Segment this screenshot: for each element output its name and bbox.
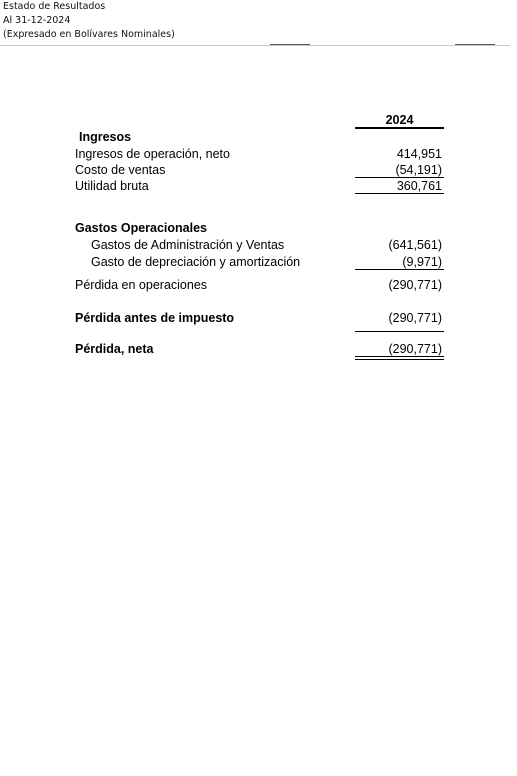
row-value: (9,971) — [402, 255, 442, 269]
report-header — [3, 0, 175, 42]
pre-tax-rule — [355, 331, 444, 332]
subtotal-value: (290,771) — [388, 278, 442, 292]
pre-tax-value: (290,771) — [388, 311, 442, 325]
subtotal-value: 360,761 — [396, 179, 442, 193]
year-column-underline — [355, 127, 444, 129]
header-divider-accent — [455, 44, 495, 45]
row-value: (641,561) — [388, 238, 442, 252]
row-value: (54,191) — [395, 163, 442, 177]
row-label: Gastos de Administración y Ventas — [91, 238, 285, 252]
report-date: Al 31-12-2024 — [3, 15, 71, 26]
report-currency-note: (Expresado en Bolívares Nominales) — [3, 29, 175, 40]
total-rule — [355, 193, 444, 194]
net-loss-double-rule — [355, 356, 444, 360]
row-label: Ingresos de operación, neto — [75, 147, 230, 161]
gastos-heading: Gastos Operacionales — [75, 221, 208, 235]
row-label: Costo de ventas — [75, 163, 166, 177]
header-divider-accent — [270, 44, 310, 45]
subtotal-rule — [355, 177, 444, 178]
net-loss-label: Pérdida, neta — [75, 342, 154, 356]
subtotal-rule — [355, 269, 444, 270]
subtotal-label: Utilidad bruta — [75, 179, 149, 193]
header-divider — [0, 45, 510, 46]
ingresos-heading: Ingresos — [79, 130, 132, 144]
net-loss-value: (290,771) — [388, 342, 442, 356]
pre-tax-label: Pérdida antes de impuesto — [75, 311, 235, 325]
row-label: Gasto de depreciación y amortización — [91, 255, 301, 269]
row-value: 414,951 — [396, 147, 442, 161]
report-title: Estado de Resultados — [3, 1, 106, 12]
subtotal-label: Pérdida en operaciones — [75, 278, 208, 292]
year-column-header: 2024 — [385, 113, 414, 127]
